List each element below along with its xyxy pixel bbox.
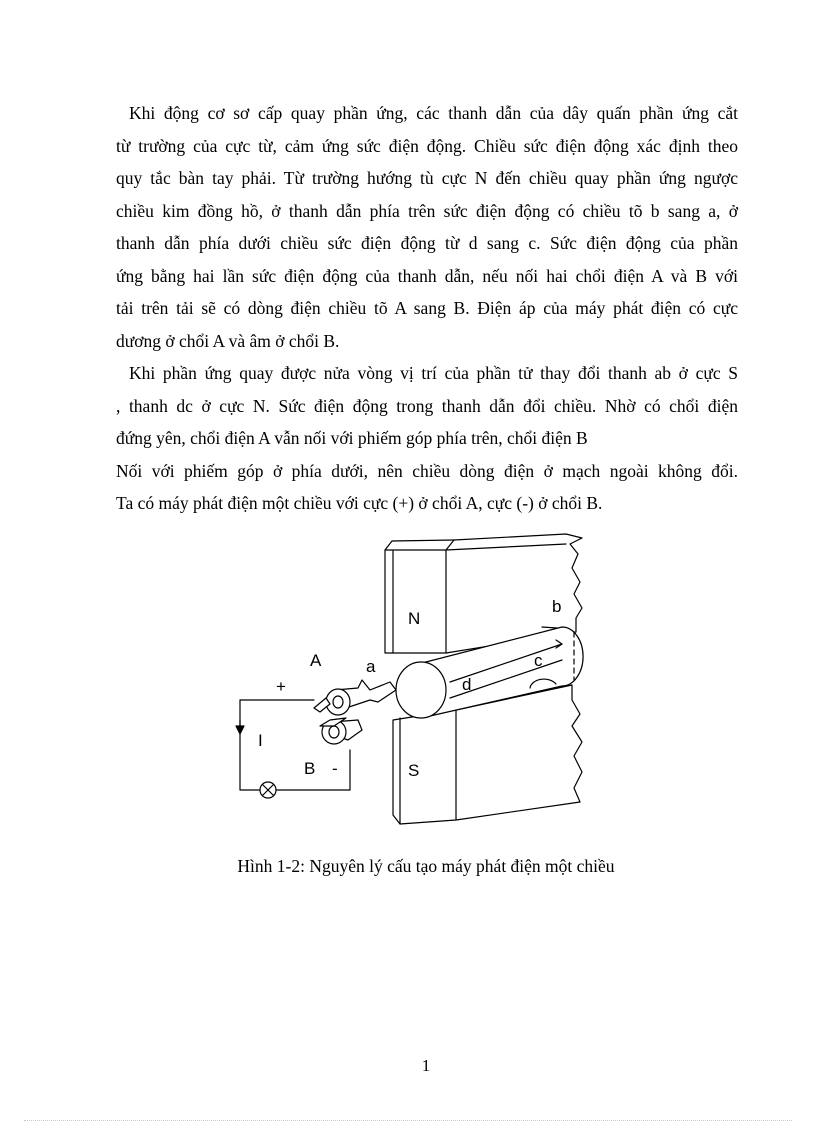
paragraph-line: Nối với phiếm góp ở phía dưới, nên chiều dòng điện ở mạch ngoài không đổi. (116, 460, 738, 481)
paragraph-line: Khi phần ứng quay được nửa vòng vị trí của phần tử thay đổi thanh ab ở cực S (129, 363, 738, 383)
paragraph-2 (116, 357, 738, 520)
paragraph-line: dương ở chổi A và âm ở chổi B. (116, 330, 340, 351)
generator-diagram-svg (230, 520, 610, 830)
figure-caption: Hình 1-2: Nguyên lý cấu tạo máy phát điện một chiều (237, 856, 615, 876)
current-label: I (258, 731, 263, 750)
paragraph-line: thanh dẫn phía dưới chiều sức điện động từ d sang c. Sức điện động của phần (116, 233, 738, 253)
paragraph-line: , thanh dc ở cực N. Sức điện động trong thanh dẫn đổi chiều. Nhờ có chổi điện (116, 395, 738, 416)
conductor-d-label: d (462, 675, 472, 694)
paragraph-1 (116, 97, 738, 357)
brush-a-label: A (310, 651, 322, 670)
paragraph-line: Khi động cơ sơ cấp quay phần ứng, các thanh dẫn của dây quấn phần ứng cắt (129, 103, 738, 123)
paragraph-line: từ trường của cực từ, cảm ứng sức điện động. Chiều sức điện động xác định theo (116, 135, 738, 156)
paragraph-line: đứng yên, chổi điện A vẫn nối với phiếm góp phía trên, chổi điện B (116, 428, 588, 448)
minus-sign-label: - (332, 759, 338, 778)
plus-sign-label: + (276, 677, 286, 696)
conductor-b-label: b (552, 597, 562, 616)
load-lamp-icon (260, 782, 276, 798)
generator-diagram (230, 520, 610, 830)
footer-divider (24, 1120, 792, 1121)
commutator (314, 680, 396, 744)
conductor-a-label: a (366, 657, 376, 676)
page-number: 1 (421, 1056, 431, 1075)
brush-b-label: B (304, 759, 316, 778)
paragraph-line: tải trên tải sẽ có dòng điện chiều tõ A sang B. Điện áp của máy phát điện có cực (116, 298, 738, 318)
paragraph-line: chiều kim đồng hồ, ở thanh dẫn phía trên sức điện động có chiều tõ b sang a, ở (116, 200, 738, 221)
paragraph-line: ứng bằng hai lần sức điện động của thanh dẫn, nếu nối hai chổi điện A và B với (116, 265, 738, 286)
north-pole-label: N (408, 609, 421, 628)
paragraph-line: Ta có máy phát điện một chiều với cực (+) ở chổi A, cực (-) ở chổi B. (116, 493, 603, 513)
conductor-c-label: c (534, 651, 543, 670)
paragraph-line: quy tắc bàn tay phải. Từ trường hướng tù cực N đến chiều quay phần ứng ngược (116, 168, 738, 188)
south-pole-label: S (408, 761, 420, 780)
